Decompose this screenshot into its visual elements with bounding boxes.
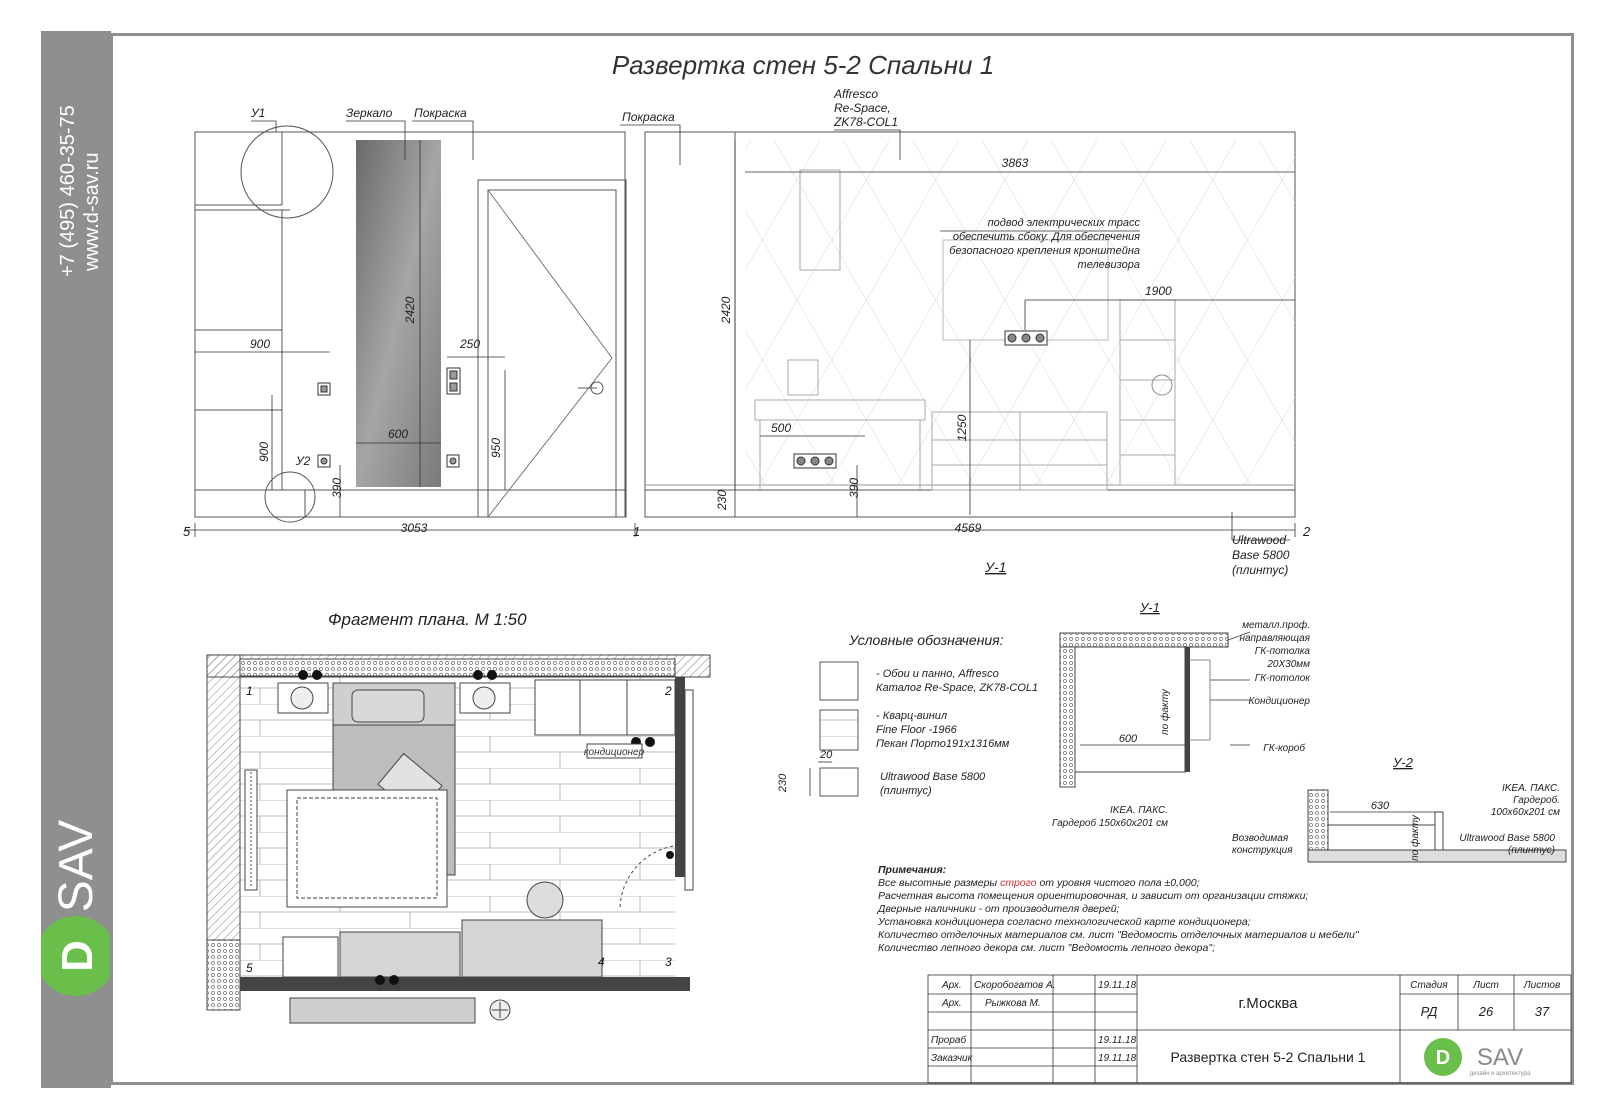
dim-4569: 4569: [954, 521, 982, 535]
notes-line-1-c: от уровня чистого пола ±0,000;: [1036, 877, 1200, 889]
plan-axis-2: 2: [665, 684, 672, 698]
dim-2420-b: 2420: [719, 296, 733, 324]
stamp-sheets-header: Листов: [1523, 980, 1561, 991]
detail-u1-label: металл.проф.: [1242, 620, 1310, 631]
detail-u2-right: Ultrawood Base 5800: [1459, 833, 1555, 844]
dim-600: 600: [388, 427, 409, 441]
callout-affresco-2: Re-Space,: [834, 101, 891, 115]
sheet-title: Развертка стен 5-2 Спальни 1: [611, 50, 995, 80]
callout-u2: У2: [296, 454, 311, 468]
stamp-logo-d: D: [1435, 1047, 1451, 1069]
detail-u1-label: направляющая: [1239, 633, 1310, 644]
notes-line-1-strict: строго: [1000, 877, 1037, 889]
notes: [877, 864, 1360, 954]
notes-line: Дверные наличники - от производителя дверей;: [878, 903, 1120, 915]
detail-u1-dim-600: 600: [1118, 733, 1138, 745]
stamp-role: Прораб: [931, 1035, 967, 1046]
callout-affresco-1: Affresco: [834, 87, 879, 101]
detail-u1-po-faktu: по факту: [1160, 689, 1171, 735]
stamp-date: 19.11.18: [1098, 980, 1137, 991]
dim-390-b: 390: [847, 477, 861, 499]
dim-3053: 3053: [400, 521, 428, 535]
plan-axis-4: 4: [598, 955, 605, 969]
stamp-logo: [1424, 1038, 1531, 1077]
detail-u1-title: У-1: [1140, 600, 1160, 615]
stamp-sheet-number: 26: [1478, 1004, 1494, 1019]
dim-1900: 1900: [1145, 284, 1172, 298]
baseboard-line: Ultrawood: [1232, 533, 1287, 547]
dim-250: 250: [460, 337, 481, 351]
stamp-date: 19.11.18: [1098, 1053, 1137, 1064]
tv-note-line: обеспечить сбоку. Для обеспечения: [952, 231, 1140, 243]
legend-item-text: (плинтус): [880, 785, 932, 797]
notes-line: Расчетная высота помещения ориентировочная, и зависит от организации стяжки;: [878, 890, 1309, 902]
section-ref-u1: У-1: [985, 559, 1007, 575]
detail-u2-left: Возводимая: [1232, 833, 1289, 844]
stamp-logo-sub: дизайн и архитектура: [1469, 1071, 1531, 1077]
detail-u2-label: 100х60х201 см: [1490, 807, 1560, 818]
stamp-sheet-header: Лист: [1473, 980, 1499, 991]
floor-plan: [207, 655, 710, 1023]
detail-u1-label: ГК-потолок: [1254, 673, 1310, 684]
legend-title: Условные обозначения:: [849, 632, 1004, 648]
detail-u1-marker: [241, 126, 333, 218]
dim-390-a: 390: [330, 477, 344, 499]
stamp-sheets-total: 37: [1534, 1004, 1550, 1019]
callout-mirror: Зеркало: [346, 106, 393, 120]
baseboard-line: (плинтус): [1232, 563, 1289, 577]
legend-item-text: - Обои и панно, Affresco: [876, 668, 999, 680]
baseboard-line: Base 5800: [1232, 548, 1290, 562]
door-frame: [478, 180, 626, 517]
legend-item-text: - Кварц-винил: [876, 710, 948, 722]
detail-u2: [1232, 755, 1566, 862]
legend-dim-20: 20: [820, 749, 833, 761]
title-block: [928, 975, 1571, 1083]
detail-u2-title: У-2: [1393, 755, 1413, 770]
callout-affresco-3: ZK78-COL1: [834, 115, 899, 129]
dim-500: 500: [771, 421, 792, 435]
detail-u2-right: (плинтус): [1508, 845, 1555, 856]
plan-axis-1: 1: [246, 684, 253, 698]
legend-item-text: Ultrawood Base 5800: [880, 771, 986, 783]
callout-paint-2: Покраска: [622, 110, 675, 124]
tv-note-line: телевизора: [1077, 259, 1140, 271]
detail-u2-left: конструкция: [1232, 845, 1293, 856]
dim-1250: 1250: [955, 414, 969, 442]
logo-d-letter: D: [53, 940, 102, 972]
stamp-name: Скоробогатов А.: [974, 980, 1056, 991]
legend-swatch-baseboard: [820, 768, 858, 796]
callout-paint-1: Покраска: [414, 106, 467, 120]
stamp-city: г.Москва: [1238, 995, 1298, 1012]
legend: [777, 632, 1038, 797]
dim-900-h: 900: [250, 337, 271, 351]
stamp-date: 19.11.18: [1098, 1035, 1137, 1046]
legend-item-text: Пекан Порто191x1316мм: [876, 738, 1010, 750]
notes-line: Установка кондиционера согласно технологической карте кондиционера;: [878, 916, 1251, 928]
tv-note-line: подвод электрических трасс: [987, 217, 1140, 229]
detail-u2-label: IKEA. ПАКС.: [1501, 783, 1560, 794]
stamp-role: Арх.: [942, 980, 962, 991]
detail-u1-label: ГК-потолка: [1254, 646, 1310, 657]
tv-note-line: безопасного крепления кронштейна: [949, 245, 1140, 257]
website-link[interactable]: www.d-sav.ru: [81, 152, 103, 271]
detail-u2-po-faktu: по факту: [1410, 815, 1421, 861]
detail-u2-marker: [265, 472, 315, 522]
detail-u1-bottom: Гардероб 150х60х201 см: [1052, 818, 1168, 829]
stamp-stage-header: Стадия: [1410, 980, 1448, 991]
callout-u1: У1: [251, 106, 266, 120]
legend-swatch-vinyl: [820, 710, 858, 750]
notes-line: Количество отделочных материалов см. лист "Ведомость отделочных материалов и мебели": [878, 929, 1359, 941]
legend-item-text: Каталог Re-Space, ZK78-COL1: [876, 682, 1039, 694]
sidebar-logo-text: SAV: [50, 819, 103, 913]
detail-u1-bottom: IKEA. ПАКС.: [1109, 805, 1168, 816]
legend-swatch-wallpaper: [820, 662, 858, 700]
plan-axis-5: 5: [246, 961, 253, 975]
detail-u1-label: ГК-короб: [1263, 743, 1305, 754]
notes-title: Примечания:: [878, 864, 947, 876]
baseboard-note: [1232, 533, 1290, 577]
plan-ac-label: кондиционер: [583, 747, 645, 758]
detail-u1-label: 20Х30мм: [1267, 659, 1310, 670]
stamp-role: Заказчик: [931, 1053, 973, 1064]
dim-230: 230: [715, 489, 729, 511]
notes-line: Количество лепного декора см. лист "Ведомость лепного декора";: [878, 942, 1215, 954]
dim-3863: 3863: [1001, 156, 1029, 170]
stamp-name: Рыжкова М.: [985, 998, 1041, 1009]
stamp-role: Арх.: [942, 998, 962, 1009]
stamp-sheet-title: Развертка стен 5-2 Спальни 1: [1170, 1049, 1366, 1065]
plan-axis-3: 3: [665, 955, 672, 969]
stamp-logo-text: SAV: [1476, 1044, 1524, 1071]
phone-number: +7 (495) 460-35-75: [57, 105, 79, 277]
detail-u1-label: Кондиционер: [1248, 696, 1310, 707]
dim-900-v: 900: [257, 441, 271, 463]
notes-line-1: [878, 877, 1200, 889]
legend-item-text: Fine Floor -1966: [876, 724, 957, 736]
axis-5: 5: [183, 524, 191, 539]
axis-2: 2: [1303, 524, 1311, 539]
axis-1: 1: [633, 524, 641, 539]
dim-2420-a: 2420: [403, 296, 417, 324]
detail-u1: [1052, 600, 1311, 829]
notes-line-1-a: Все высотные размеры: [878, 877, 1001, 889]
dim-950: 950: [489, 437, 503, 459]
plan-title: Фрагмент плана. М 1:50: [328, 610, 527, 629]
stamp-stage: РД: [1420, 1004, 1438, 1019]
detail-u2-label: Гардероб.: [1513, 795, 1560, 806]
legend-dim-230: 230: [777, 773, 789, 793]
detail-u2-dim-630: 630: [1370, 800, 1390, 812]
